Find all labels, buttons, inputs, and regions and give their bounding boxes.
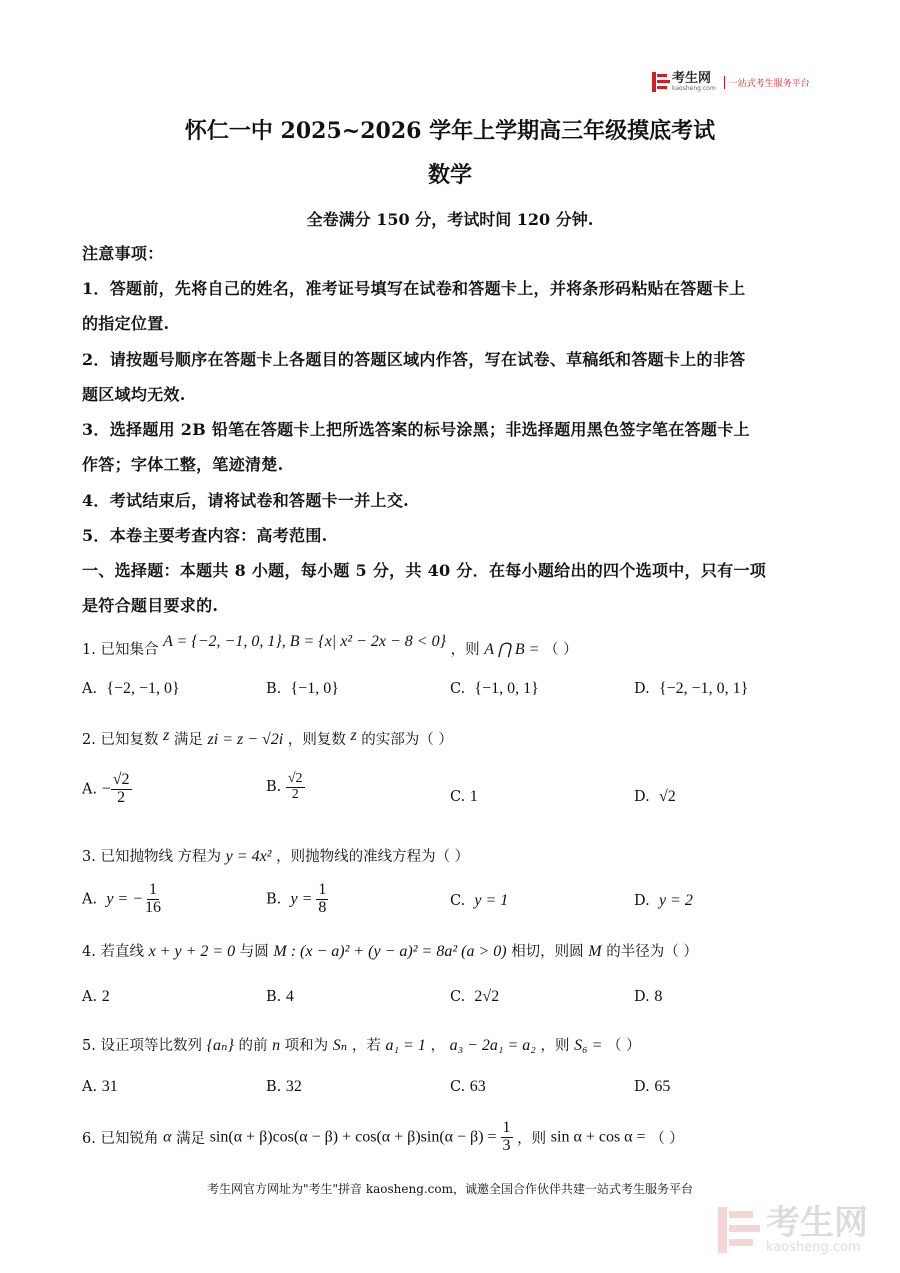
question-3 xyxy=(82,845,469,866)
q5-option-a: A. 31 xyxy=(82,1078,118,1095)
question-5 xyxy=(82,1034,641,1055)
q6-var-alpha: α xyxy=(163,1128,172,1146)
q2-stem-pre: 2. 已知复数 xyxy=(82,732,159,748)
question-2 xyxy=(82,728,453,749)
q5-stem-mid: 的前 xyxy=(238,1038,268,1054)
exam-title: 怀仁一中 2025~2026 学年上学期高三年级摸底考试 xyxy=(184,118,716,144)
q5-stem-mid2: 项和为 xyxy=(284,1038,329,1054)
q6-blank: （ ） xyxy=(650,1130,684,1147)
logo-text: 考生网 xyxy=(672,71,712,86)
question-1 xyxy=(82,633,578,659)
note-3-line2: 作答；字体工整，笔迹清楚. xyxy=(82,455,284,474)
q4-stem-post: 的半径为（ ） xyxy=(606,944,698,960)
note-4: 4．考试结束后，请将试卷和答题卡一并上交. xyxy=(82,491,410,510)
q5-option-b: B. 32 xyxy=(266,1078,302,1095)
q5-math-sn: Sₙ xyxy=(332,1037,348,1054)
q1-math-sets: A = {−2, −1, 0, 1}, B = {x| x² − 2x − 8 < 0} xyxy=(163,633,446,650)
q6-stem-pre: 6. 已知锐角 xyxy=(82,1130,159,1147)
q2-option-b: B. $\frac{√2}{2}$ xyxy=(266,771,303,802)
q5-math-seq: {aₙ} xyxy=(206,1037,234,1054)
watermark xyxy=(718,1205,868,1255)
kaosheng-logo-icon xyxy=(652,72,670,92)
q5-stem-pre: 5. 设正项等比数列 xyxy=(82,1038,202,1054)
q3-math-parabola: y = 4x² xyxy=(225,848,272,865)
q5-option-d: D. 65 xyxy=(634,1078,671,1095)
q4-stem-pre: 4. 若直线 xyxy=(82,944,144,960)
exam-info: 全卷满分 150 分，考试时间 120 分钟. xyxy=(306,210,594,229)
q4-option-a: A. 2 xyxy=(82,988,110,1005)
q6-stem-mid: 满足 xyxy=(176,1130,206,1147)
q5-math-relation: a₃ − 2a₁ = a₂ xyxy=(449,1037,536,1054)
q4-option-d: D. 8 xyxy=(634,988,663,1005)
q1-option-d: D. {−2, −1, 0, 1} xyxy=(634,680,749,697)
q2-option-a: A. − $\frac{√2}{2}$ xyxy=(82,771,130,806)
q1-blank: （ ） xyxy=(544,642,578,658)
q4-option-c: C. 2√2 xyxy=(450,988,500,1005)
q3-stem-pre: 3. 已知抛物线 方程为 xyxy=(82,849,222,865)
q3-option-a: A. y = − $\frac{1}{16}$ xyxy=(82,881,162,916)
note-1-line2: 的指定位置. xyxy=(82,314,170,333)
question-6 xyxy=(82,1120,684,1155)
q6-math-expression: sin(α + β)cos(α − β) + cos(α + β)sin(α − β) = xyxy=(209,1128,501,1146)
note-1-line1: 1．答题前，先将自己的姓名，准考证号填写在试卷和答题卡上，并将条形码粘贴在答题卡上 xyxy=(82,279,746,298)
watermark-subtext: kaosheng.com xyxy=(766,1240,861,1255)
q1-option-c: C. {−1, 0, 1} xyxy=(450,680,539,697)
logo-subtext: kaosheng.com xyxy=(672,85,716,92)
q6-fraction: $\frac{1}{3}$ xyxy=(502,1119,511,1154)
q4-stem-mid: 与圆 xyxy=(239,944,269,960)
q1-stem-pre: 1. 已知集合 xyxy=(82,642,159,658)
q5-option-c: C. 63 xyxy=(450,1078,486,1095)
q3-option-d: D. y = 2 xyxy=(634,892,693,909)
q2-stem-mid: 满足 xyxy=(173,732,203,748)
q2-option-c: C. 1 xyxy=(450,788,478,805)
question-4 xyxy=(82,940,698,961)
header-logo xyxy=(652,72,810,92)
header-tagline: 一站式考生服务平台 xyxy=(724,76,810,89)
q4-option-b: B. 4 xyxy=(266,988,294,1005)
note-5: 5．本卷主要考查内容：高考范围. xyxy=(82,526,328,545)
q1-math-intersection: A ⋂ B = xyxy=(484,641,540,658)
q4-var-m: M xyxy=(588,943,602,960)
q2-var-z: z xyxy=(163,727,170,744)
watermark-text: 考生网 xyxy=(766,1203,868,1243)
note-3-line1: 3．选择题用 2B 铅笔在答题卡上把所选答案的标号涂黑；非选择题用黑色签字笔在答题卡上 xyxy=(82,420,750,439)
q5-stem-mid5: ，则 xyxy=(540,1038,570,1054)
q1-option-b: B. {−1, 0} xyxy=(266,680,339,697)
subject-title: 数学 xyxy=(427,162,472,188)
q5-math-a1: a₁ = 1 xyxy=(385,1037,426,1054)
section1-line2: 是符合题目要求的. xyxy=(82,596,219,615)
q1-option-a: A. {−2, −1, 0} xyxy=(82,680,180,697)
q4-stem-mid2: 相切，则圆 xyxy=(511,944,584,960)
q1-stem-mid: ，则 xyxy=(450,642,480,658)
q2-var-z-2: z xyxy=(350,727,357,744)
q4-math-line: x + y + 2 = 0 xyxy=(148,943,236,960)
q3-option-c: C. y = 1 xyxy=(450,892,509,909)
q6-math-target: sin α + cos α = xyxy=(550,1128,646,1146)
q3-stem-post: ，则抛物线的准线方程为（ ） xyxy=(276,849,470,865)
section1-line1: 一、选择题：本题共 8 小题，每小题 5 分，共 40 分．在每小题给出的四个选项中，只有一项 xyxy=(82,561,767,580)
q5-blank: （ ） xyxy=(607,1038,641,1054)
q2-option-d: D. √2 xyxy=(634,788,676,805)
notes-heading: 注意事项： xyxy=(82,244,164,263)
q2-stem-mid2: ，则复数 xyxy=(287,732,346,748)
watermark-logo-icon xyxy=(718,1207,760,1253)
q5-math-s6: S₆ = xyxy=(574,1037,603,1054)
q6-stem-mid2: ，则 xyxy=(517,1130,547,1147)
footer-text: 考生网官方网址为"考生"拼音 kaosheng.com，诚邀全国合作伙伴共建一站式考生服务平台 xyxy=(206,1182,694,1196)
q3-option-b: B. y = $\frac{1}{8}$ xyxy=(266,881,327,916)
q5-stem-mid3: ，若 xyxy=(351,1038,381,1054)
q4-math-circle: M : (x − a)² + (y − a)² = 8a² (a > 0) xyxy=(273,943,507,960)
q2-math-equation: zi = z − √2i xyxy=(207,731,284,748)
q5-var-n: n xyxy=(272,1037,281,1054)
note-2-line1: 2．请按题号顺序在答题卡上各题目的答题区域内作答，写在试卷、草稿纸和答题卡上的非答 xyxy=(82,350,746,369)
note-2-line2: 题区域均无效. xyxy=(82,385,186,404)
q2-stem-post: 的实部为（ ） xyxy=(361,732,453,748)
q5-stem-mid4: ， xyxy=(430,1038,445,1054)
